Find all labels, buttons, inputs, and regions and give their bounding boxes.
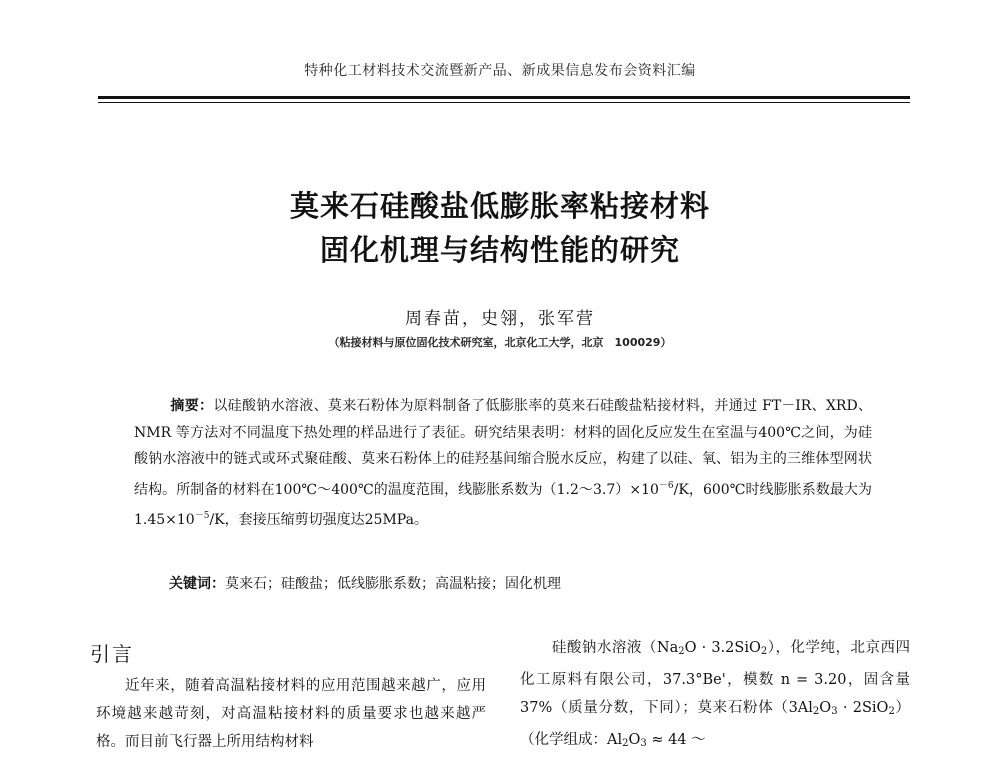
subscript-4: 3 [831,706,838,717]
materials-text-8: ≈ 44 ～ [646,732,706,748]
keywords-label: 关键词： [169,576,225,592]
subscript-3: 2 [812,706,820,717]
abstract-text-3: /K，套接压缩剪切强度达25MPa。 [209,512,428,528]
materials-text-7: O [628,732,641,748]
subscript-2: 2 [760,646,768,657]
materials-text-1: 硅酸钠水溶液（Na [551,640,679,656]
abstract-exponent-2: －5 [194,511,210,521]
author-list: 周春苗，史翎，张军营 [405,309,595,329]
left-column-paragraph: 近年来，随着高温粘接材料的应用范围越来越广，应用环境越来越苛刻，对高温粘接材料的质量要求也越来越严格。而目前飞行器上所用结构材料 [96,678,486,750]
keywords [169,573,869,595]
abstract-label: 摘要： [170,398,214,414]
subscript-1: 2 [678,646,685,657]
keywords-text: 莫来石；硅酸盐；低线膨胀系数；高温粘接；固化机理 [225,576,561,592]
materials-text-3: ），化学纯，北京西四化工原料有限公司，37.3°Be'，模数 n = 3.20，固含量37%（质量分数，下同）；莫来石粉体（3Al [520,640,911,716]
subscript-5: 2 [888,706,895,717]
paper-title-line-2: 固化机理与结构性能的研究 [319,233,680,267]
abstract-exponent-1: －6 [658,480,674,491]
materials-text-6: ）（化学组成：Al [520,700,911,748]
subscript-7: 3 [640,738,647,749]
materials-text-5: · 2SiO [837,700,889,716]
materials-text-2: O · 3.2SiO [684,640,761,656]
abstract-text-2: /K，600℃时线膨胀系数最大为1.45×10 [134,481,872,528]
paper-title-line-1: 莫来石硅酸盐低膨胀率粘接材料 [289,189,710,223]
running-header: 特种化工材料技术交流暨新产品、新成果信息发布会资料汇编 [304,63,696,79]
right-column-paragraph [520,634,910,758]
affiliation: （粘接材料与原位固化技术研究室，北京化工大学，北京 100029） [328,336,672,349]
header-rule-thin [98,102,910,103]
materials-text-4: O [819,700,832,716]
abstract-text-1: 以硅酸钠水溶液、莫来石粉体为原料制备了低膨胀率的莫来石硅酸盐粘接材料，并通过 FT－IR、XRD、NMR 等方法对不同温度下热处理的样品进行了表征。研究结果表明：材料的固化反应发生在室温与400℃之间，为硅酸钠水溶液中的链式或环式聚硅酸、莫来石粉体上的硅羟基间缩合脱水反应，构建了以硅、氧、铝为主的三维体型网状结构。所制备的材料在100℃～400℃的温度范围，线膨胀系数为（1.2～3.7）×10 [134,398,872,498]
header-rule-thick [98,96,910,99]
section-heading-introduction: 引言 [90,642,134,666]
subscript-6: 2 [622,738,629,749]
abstract [134,393,872,534]
